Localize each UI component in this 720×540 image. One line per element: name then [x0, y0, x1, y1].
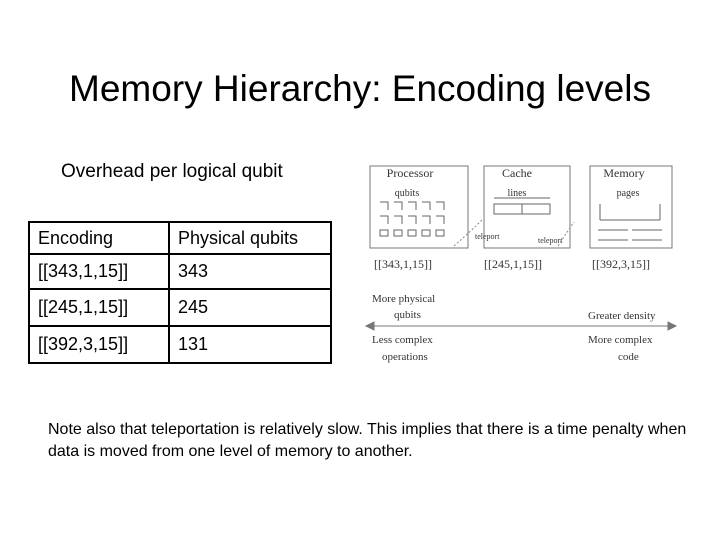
processor-unit: qubits	[394, 188, 420, 199]
memory-unit: pages	[616, 188, 640, 199]
note-text: Note also that teleportation is relatively slow. This implies that there is a time penalty when data is moved from one level of memory to another.	[48, 421, 687, 460]
cache-code: [[245,1,15]]	[484, 257, 542, 271]
header-physical-qubits: Physical qubits	[169, 222, 331, 254]
axis-left-bottom-2: operations	[382, 351, 428, 363]
axis-left-top-2: qubits	[394, 309, 421, 321]
axis-left-top-1: More physical	[372, 293, 436, 305]
page-title: Memory Hierarchy: Encoding levels	[69, 68, 651, 109]
cell-encoding: [[245,1,15]]	[29, 289, 169, 326]
encoding-table	[28, 221, 332, 364]
axis-right-top: Greater density	[588, 310, 656, 322]
processor-code: [[343,1,15]]	[374, 257, 432, 271]
teleport-label: teleport	[538, 236, 563, 245]
cell-physical-qubits: 245	[169, 289, 331, 326]
cache-lines	[494, 198, 550, 214]
teleport-label: teleport	[475, 232, 500, 241]
cell-physical-qubits: 343	[169, 254, 331, 289]
table-row	[29, 289, 331, 326]
axis-right-bottom-2: code	[618, 351, 639, 363]
cell-encoding: [[343,1,15]]	[29, 254, 169, 289]
memory-pages	[598, 204, 662, 240]
cell-encoding: [[392,3,15]]	[29, 326, 169, 363]
table-row	[29, 326, 331, 363]
cache-label: Cache	[502, 166, 532, 180]
table-header-row	[29, 222, 331, 254]
table-row	[29, 254, 331, 289]
memory-code: [[392,3,15]]	[592, 257, 650, 271]
axis-left-bottom-1: Less complex	[372, 334, 433, 346]
qubit-grid	[380, 202, 444, 236]
cell-physical-qubits: 131	[169, 326, 331, 363]
memory-label: Memory	[603, 166, 645, 180]
header-encoding: Encoding	[29, 222, 169, 254]
memory-hierarchy-figure	[362, 160, 682, 370]
processor-label: Processor	[386, 166, 434, 180]
cache-unit: lines	[507, 188, 527, 199]
axis-right-bottom-1: More complex	[588, 334, 653, 346]
table-caption: Overhead per logical qubit	[61, 161, 283, 182]
double-arrow	[366, 322, 676, 330]
